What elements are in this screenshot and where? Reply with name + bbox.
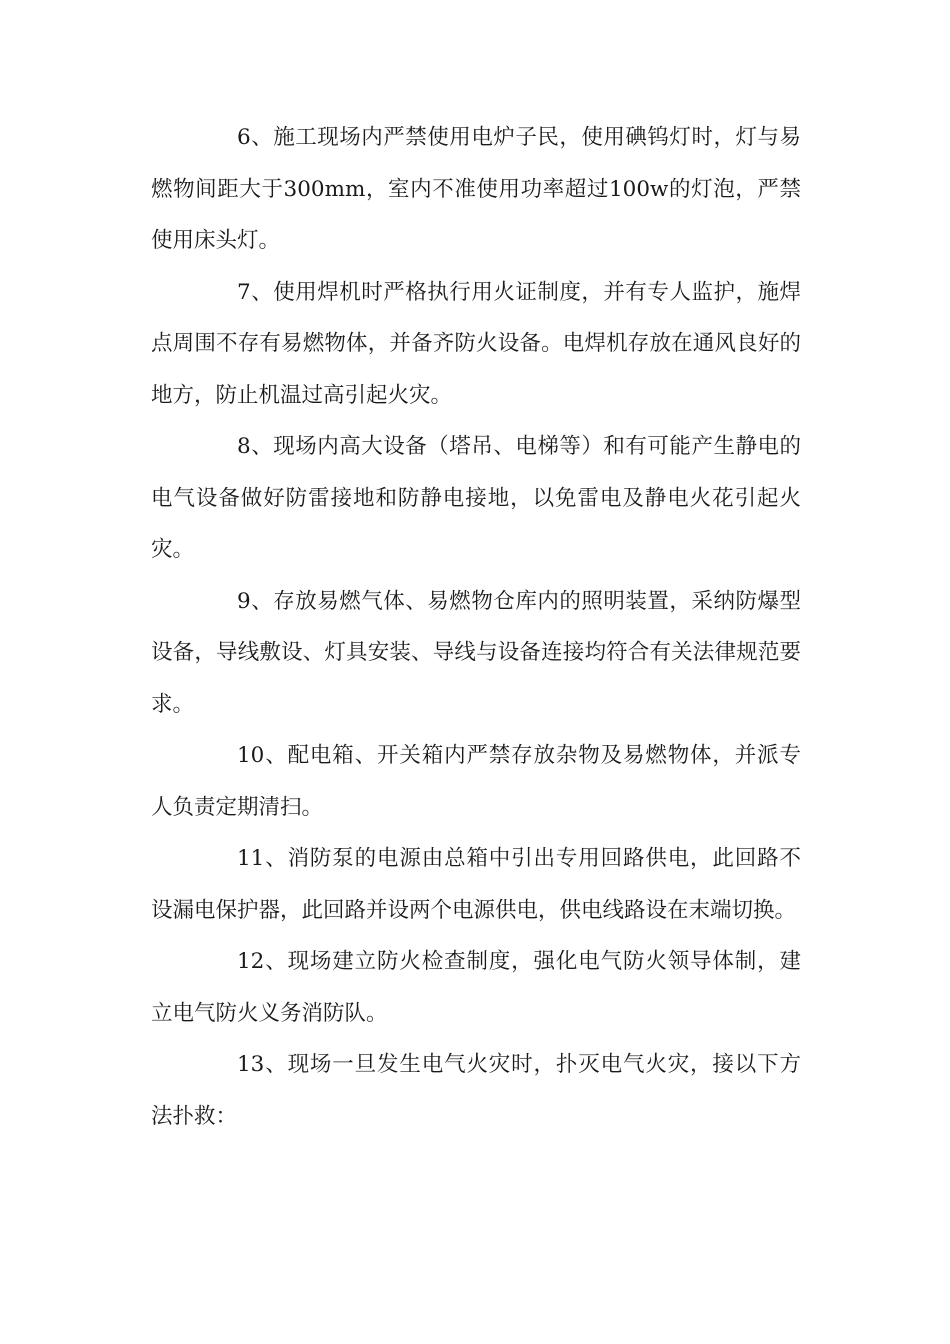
paragraph-item-11: 11、消防泵的电源由总箱中引出专用回路供电，此回路不设漏电保护器，此回路并设两个电源供电，供电线路设在末端切换。 xyxy=(151,846,801,923)
paragraph-item-8: 8、现场内高大设备（塔吊、电梯等）和有可能产生静电的电气设备做好防雷接地和防静电接地，以免雷电及静电火花引起火灾。 xyxy=(151,434,801,562)
paragraph-item-10: 10、配电箱、开关箱内严禁存放杂物及易燃物体，并派专人负责定期清扫。 xyxy=(151,743,801,820)
paragraph-item-6: 6、施工现场内严禁使用电炉子民，使用碘钨灯时，灯与易燃物间距大于300mm，室内不准使用功率超过100w的灯泡，严禁使用床头灯。 xyxy=(151,125,801,253)
paragraph-item-9: 9、存放易燃气体、易燃物仓库内的照明装置，采纳防爆型设备，导线敷设、灯具安装、导线与设备连接均符合有关法律规范要求。 xyxy=(151,588,801,717)
paragraph-item-7: 7、使用焊机时严格执行用火证制度，并有专人监护，施焊点周围不存有易燃物体，并备齐防火设备。电焊机存放在通风良好的地方，防止机温过高引起火灾。 xyxy=(151,279,801,408)
document-body xyxy=(151,112,801,1142)
paragraph-item-12: 12、现场建立防火检查制度，强化电气防火领导体制，建立电气防火义务消防队。 xyxy=(151,949,801,1026)
paragraph-item-13: 13、现场一旦发生电气火灾时，扑灭电气火灾，接以下方法扑救： xyxy=(151,1052,801,1129)
